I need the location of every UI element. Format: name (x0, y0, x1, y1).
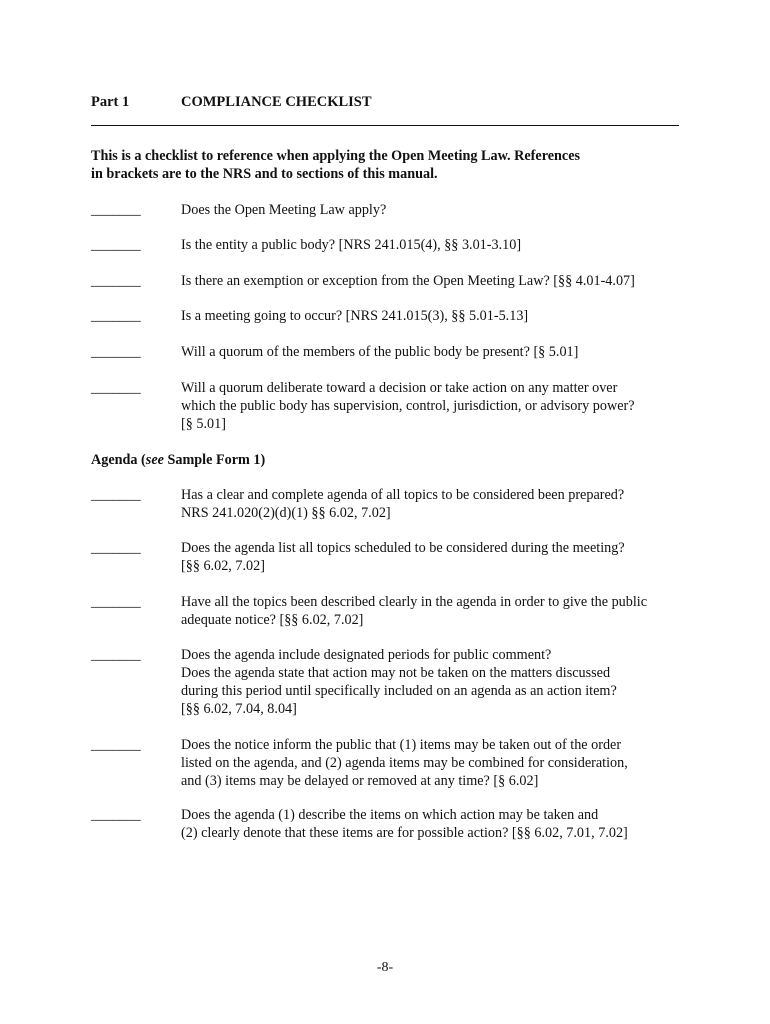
checklist-question (181, 343, 691, 361)
intro-line: in brackets are to the NRS and to sections of this manual. (91, 166, 438, 182)
checkbox-blank[interactable]: _______ (91, 344, 141, 360)
checklist-question (181, 736, 691, 790)
checklist-question (181, 539, 691, 575)
checkbox-blank[interactable]: _______ (91, 308, 141, 324)
question-line: Have all the topics been described clearly in the agenda in order to give the public (181, 594, 648, 610)
checkbox-blank[interactable]: _______ (91, 380, 141, 396)
question-line: which the public body has supervision, control, jurisdiction, or advisory power? (181, 398, 635, 414)
checkbox-blank[interactable]: _______ (91, 273, 141, 289)
question-line: [§§ 6.02, 7.02] (181, 558, 265, 574)
question-line: Will a quorum deliberate toward a decision or take action on any matter over (181, 380, 618, 396)
checklist-question (181, 379, 691, 433)
checklist-question (181, 646, 691, 718)
checkbox-blank[interactable]: _______ (91, 540, 141, 556)
question-line: Is the entity a public body? [NRS 241.015(4), §§ 3.01-3.10] (181, 237, 522, 253)
checkbox-blank[interactable]: _______ (91, 594, 141, 610)
question-line: [§ 5.01] (181, 416, 226, 432)
checklist-question (181, 806, 691, 842)
checklist-question (181, 272, 691, 290)
checkbox-blank[interactable]: _______ (91, 202, 141, 218)
question-line: NRS 241.020(2)(d)(1) §§ 6.02, 7.02] (181, 505, 391, 521)
part-label: Part 1 (91, 94, 130, 110)
checkbox-blank[interactable]: _______ (91, 807, 141, 823)
intro-line: This is a checklist to reference when applying the Open Meeting Law. References (91, 148, 581, 164)
question-line: Will a quorum of the members of the public body be present? [§ 5.01] (181, 344, 579, 360)
question-line: (2) clearly denote that these items are for possible action? [§§ 6.02, 7.01, 7.02] (181, 825, 628, 841)
agenda-heading-suffix: Sample Form 1) (163, 452, 266, 468)
checkbox-blank[interactable]: _______ (91, 487, 141, 503)
question-line: listed on the agenda, and (2) agenda items may be combined for consideration, (181, 755, 628, 771)
question-line: Does the agenda (1) describe the items on which action may be taken and (181, 807, 599, 823)
agenda-heading-see: see (145, 452, 164, 468)
checklist-question (181, 486, 691, 522)
question-line: Has a clear and complete agenda of all topics to be considered been prepared? (181, 487, 625, 503)
header-rule (91, 125, 679, 126)
agenda-heading-prefix: Agenda ( (91, 452, 146, 468)
page-number: -8- (376, 960, 394, 975)
question-line: Does the agenda include designated periods for public comment? (181, 647, 552, 663)
question-line: Does the notice inform the public that (1) items may be taken out of the order (181, 737, 622, 753)
question-line: Is a meeting going to occur? [NRS 241.015(3), §§ 5.01-5.13] (181, 308, 529, 324)
question-line: [§§ 6.02, 7.04, 8.04] (181, 701, 297, 717)
question-line: Does the Open Meeting Law apply? (181, 202, 387, 218)
question-line: Does the agenda state that action may not be taken on the matters discussed (181, 665, 611, 681)
question-line: and (3) items may be delayed or removed at any time? [§ 6.02] (181, 773, 539, 789)
agenda-section-heading (91, 451, 265, 469)
intro-paragraph (91, 147, 691, 183)
checklist-question (181, 307, 691, 325)
question-line: Is there an exemption or exception from the Open Meeting Law? [§§ 4.01-4.07] (181, 273, 635, 289)
checklist-question (181, 201, 691, 219)
checkbox-blank[interactable]: _______ (91, 737, 141, 753)
question-line: Does the agenda list all topics scheduled to be considered during the meeting? (181, 540, 625, 556)
question-line: adequate notice? [§§ 6.02, 7.02] (181, 612, 364, 628)
question-line: during this period until specifically included on an agenda as an action item? (181, 683, 617, 699)
checkbox-blank[interactable]: _______ (91, 647, 141, 663)
checklist-question (181, 593, 691, 629)
page-title: COMPLIANCE CHECKLIST (181, 94, 372, 110)
checklist-question (181, 236, 691, 254)
checkbox-blank[interactable]: _______ (91, 237, 141, 253)
